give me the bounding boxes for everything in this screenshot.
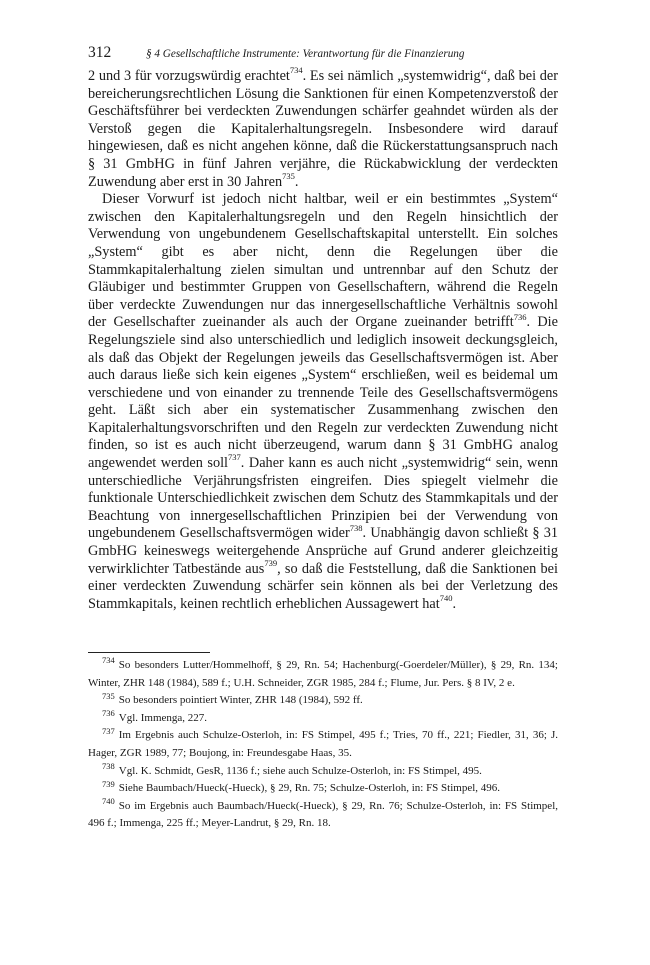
footnote <box>88 760 558 781</box>
footnote-ref: 734 <box>289 65 303 76</box>
text-run: , so daß die Feststellung, daß die Sanktionen bei einer verdeckten Zuwendung schärfer sein können als bei der Verletzung des Stammkapitals, keinen rechtlich erheblichen Aussagewert hat <box>88 560 559 612</box>
footnote-number: 735 <box>102 690 115 701</box>
text-run: . Daher kann es auch nicht „systemwidrig“ sein, wenn unterschiedliche Verjährungsfristen eingreifen. Dies spiegelt vielmehr die funktionale Unterschiedlichkeit zwischen dem Schutz des Stammkapitals und der Beachtung von innergesellschaftlichen Prinzipien bei der Verwendung von ungebundenem Gesellschaftsvermögen wider <box>88 455 558 542</box>
footnote <box>88 780 558 798</box>
text-run: . Es sei nämlich „systemwidrig“, daß bei der bereicherungsrechtlichen Lösung die Sanktionen für einen Kompetenzverstoß der Geschäftsführer bei verdeckten Zuwendungen schärfer geahndet würden als der Verstoß gegen die Kapitalerhaltungsregeln. Insbesondere wird darauf hingewiesen, daß es nicht angehen könne, daß die Rückerstattungsanspruch nach § 31 GmbHG in fünf Jahren verjähre, die Rückabwicklung der verdeckten Zuwendung aber erst in 30 Jahren <box>88 68 558 190</box>
text-run: Dieser Vorwurf ist jedoch nicht haltbar, weil er ein bestimmtes „System“ zwischen den Kapitalerhaltungsregeln und den Regeln hinsichtlich der Verwendung von ungebundenem Gesellschaftskapital unterstellt. Ein solches „System“ gibt es aber nicht, denn die Regelungen über die Stammkapitalerhaltung zielen simultan und untrennbar auf den Schutz der Gläubiger und bestimmter Gruppen von Gesellschaftern, während die Regeln über verdeckte Zuwendungen nur das innergesellschaftliche Verhältnis sowohl der Gesellschafter zueinander als auch der Organe zueinander betrifft <box>88 191 558 331</box>
text-run: 2 und 3 für vorzugswürdig erachtet <box>88 68 290 84</box>
footnote-text: So besonders Lutter/Hommelhoff, § 29, Rn. 54; Hachenburg(-Goerdeler/Müller), § 29, Rn. 134; Winter, ZHR 148 (1984), 589 f.; U.H. Schneider, ZGR 1985, 284 f.; Flume, Jur. Pers. § 8 IV, 2 e. <box>88 659 558 689</box>
footnote <box>88 798 558 833</box>
footnote-text: Siehe Baumbach/Hueck(-Hueck), § 29, Rn. 75; Schulze-Osterloh, in: FS Stimpel, 496. <box>118 782 501 795</box>
footnote-separator <box>88 652 210 653</box>
text-run: . <box>294 173 299 190</box>
body-text <box>88 65 559 613</box>
footnote-number: 737 <box>102 725 115 736</box>
text-run: . <box>452 595 457 612</box>
footnote-number: 738 <box>102 760 115 771</box>
footnote-ref: 735 <box>282 170 295 181</box>
footnote-text: So im Ergebnis auch Baumbach/Hueck(-Hueck), § 29, Rn. 76; Schulze-Osterloh, in: FS Stimpel, 496 f.; Immenga, 225 ff.; Meyer-Landrut, § 29, Rn. 18. <box>88 799 558 830</box>
footnote <box>88 657 558 692</box>
footnote <box>88 727 558 762</box>
paragraph <box>88 191 558 613</box>
footnote-number: 740 <box>102 796 115 807</box>
footnote-ref: 738 <box>349 522 363 533</box>
footnote <box>88 710 558 728</box>
page-number: 312 <box>88 44 112 61</box>
footnote-number: 739 <box>102 778 115 789</box>
footnote-text: Im Ergebnis auch Schulze-Osterloh, in: FS Stimpel, 495 f.; Tries, 70 ff., 221; Fiedler, 31, 36; J. Hager, ZGR 1989, 77; Boujong, in: Freundesgabe Haas, 35. <box>88 729 558 759</box>
footnote-text: Vgl. K. Schmidt, GesR, 1136 f.; siehe auch Schulze-Osterloh, in: FS Stimpel, 495. <box>118 764 482 777</box>
footnote-ref: 737 <box>228 452 241 463</box>
footnote <box>88 692 558 710</box>
footnotes <box>88 657 558 833</box>
footnote-ref: 736 <box>513 311 527 322</box>
footnote-ref: 739 <box>264 557 278 568</box>
paragraph <box>88 65 558 191</box>
footnote-ref: 740 <box>439 593 453 604</box>
footnote-number: 736 <box>102 708 115 719</box>
text-run: . Die Regelungsziele sind also unterschiedlich und lediglich insoweit deckungsgleich, als daß das Objekt der Regelungen jeweils das Gesellschaftsvermögen ist. Aber auch daraus ließe sich kein eigenes „System“ erschließen, weil es beidemal um verschiedene und von einander zu trennende Teile des Gesellschaftsvermögens geht. Läßt sich aber ein systematischer Zusammenhang zwischen den Kapitalerhaltungsvorschriften und den Regeln zur verdeckten Zuwendung nicht finden, so ist es auch nicht überzeugend, warum dann § 31 GmbHG analog angewendet werden soll <box>88 314 558 472</box>
footnote-text: Vgl. Immenga, 227. <box>118 711 208 724</box>
footnote-text: So besonders pointiert Winter, ZHR 148 (1984), 592 ff. <box>118 694 363 707</box>
footnote-number: 734 <box>102 655 115 666</box>
page-header <box>88 44 558 62</box>
text-run: . Unabhängig davon schließt § 31 GmbHG keineswegs weitergehende Ansprüche auf Grund anderer gleichzeitig verwirklichter Tatbestände aus <box>88 525 558 577</box>
running-title: § 4 Gesellschaftliche Instrumente: Verantwortung für die Finanzierung <box>146 48 465 60</box>
